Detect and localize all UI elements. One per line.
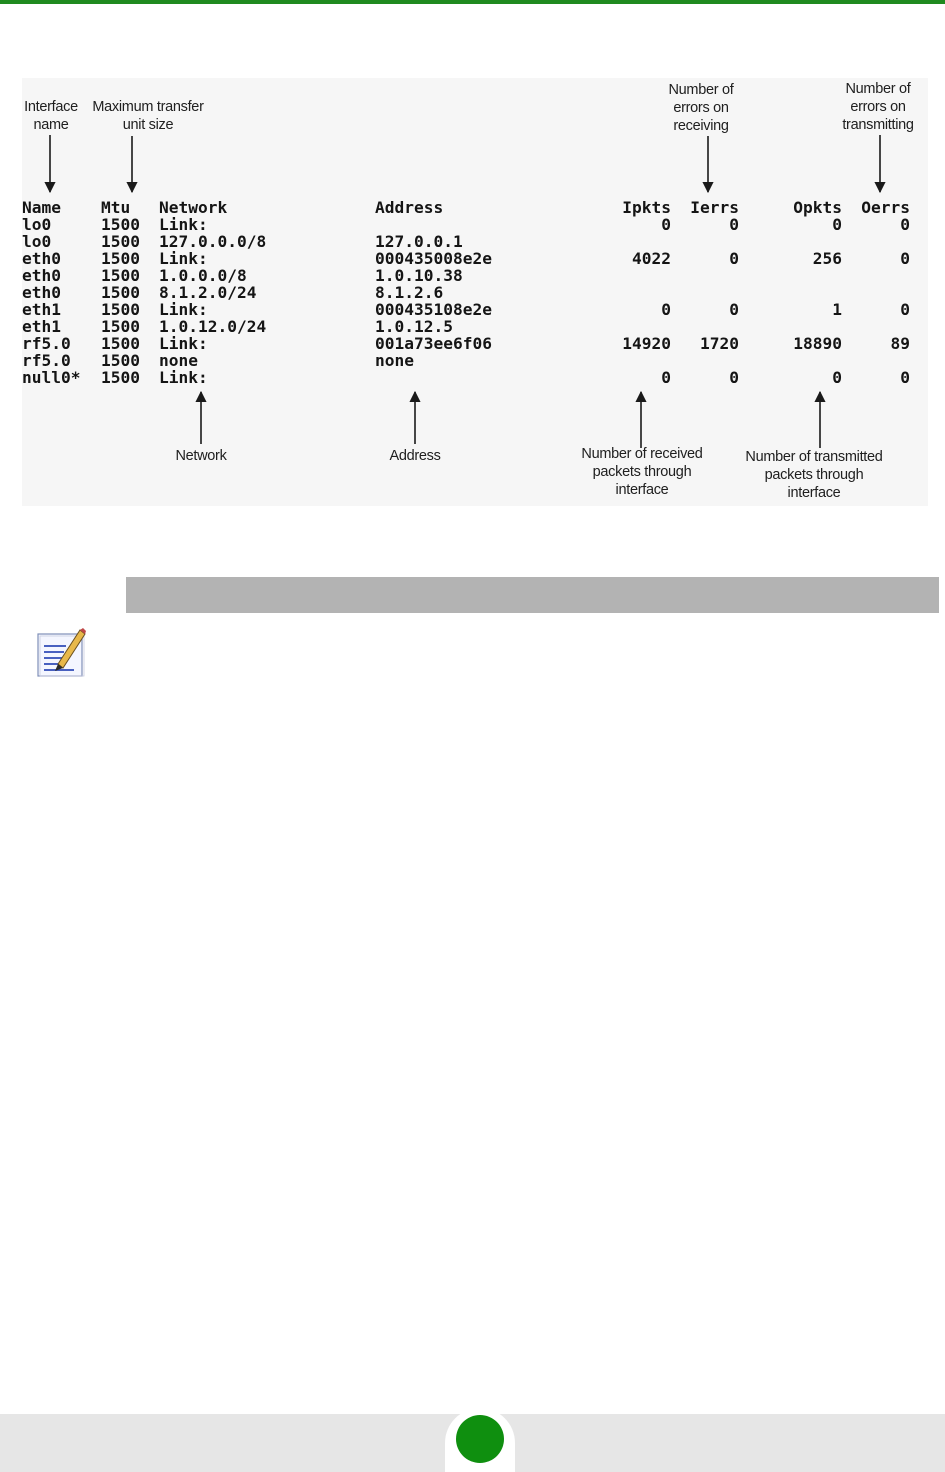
cell-oerrs: 0 [900,215,910,234]
section-header-bar [126,577,939,613]
cell-network: Link: [159,334,208,353]
cell-address: none [375,351,414,370]
callout-line: packets through [764,467,864,483]
callout-line: Network [175,448,227,464]
cell-name: eth0 [22,249,61,268]
cell-name: lo0 [22,215,52,234]
cell-mtu: 1500 [101,232,140,251]
cell-ierrs: 0 [729,300,739,319]
header-opkts: Opkts [793,198,842,217]
netstat-figure [22,78,928,506]
cell-ipkts: 14920 [622,334,671,353]
cell-oerrs: 89 [890,334,910,353]
callout-line: Number of transmitted [745,449,883,465]
callout-line: packets through [592,464,692,480]
callout-line: Number of [845,81,911,97]
cell-network: none [159,351,198,370]
note-pencil-icon [36,626,88,678]
cell-name: eth1 [22,317,61,336]
cell-mtu: 1500 [101,334,140,353]
cell-mtu: 1500 [101,300,140,319]
header-ierrs: Ierrs [690,198,739,217]
footer-green-dot [456,1415,504,1463]
callout-line: Interface [24,99,78,115]
cell-address: 000435108e2e [375,300,492,319]
cell-ipkts: 0 [661,300,671,319]
cell-network: 1.0.0.0/8 [159,266,247,285]
header-name: Name [22,198,61,217]
callout-line: interface [615,482,669,498]
header-mtu: Mtu [101,198,131,217]
cell-name: rf5.0 [22,351,71,370]
callout-line: Maximum transfer [92,99,204,115]
cell-opkts: 1 [832,300,842,319]
callout-line: unit size [122,117,174,133]
header-network: Network [159,198,228,217]
cell-network: 127.0.0.0/8 [159,232,267,251]
cell-network: Link: [159,300,208,319]
cell-network: 8.1.2.0/24 [159,283,257,302]
cell-name: rf5.0 [22,334,71,353]
cell-network: Link: [159,215,208,234]
cell-ierrs: 0 [729,215,739,234]
cell-mtu: 1500 [101,351,140,370]
top-rule [0,0,945,4]
cell-network: Link: [159,249,208,268]
cell-oerrs: 0 [900,368,910,387]
header-oerrs: Oerrs [861,198,910,217]
cell-mtu: 1500 [101,317,140,336]
header-address: Address [375,198,444,217]
cell-opkts: 18890 [793,334,842,353]
cell-address: 001a73ee6f06 [375,334,492,353]
callout-line: errors on [850,99,906,115]
callout-line: Address [389,448,441,464]
cell-ipkts: 0 [661,215,671,234]
callout-line: interface [787,485,841,501]
cell-mtu: 1500 [101,283,140,302]
cell-mtu: 1500 [101,266,140,285]
cell-network: 1.0.12.0/24 [159,317,267,336]
cell-name: null0* [22,368,81,387]
cell-mtu: 1500 [101,249,140,268]
callout-line: errors on [673,100,729,116]
callout-line: name [33,117,69,133]
cell-opkts: 0 [832,215,842,234]
cell-ipkts: 0 [661,368,671,387]
cell-name: eth0 [22,266,61,285]
callout-line: Number of received [581,446,703,462]
cell-name: eth0 [22,283,61,302]
cell-oerrs: 0 [900,249,910,268]
cell-address: 8.1.2.6 [375,283,444,302]
callout-arrows [22,78,928,506]
cell-network: Link: [159,368,208,387]
cell-name: lo0 [22,232,52,251]
cell-name: eth1 [22,300,61,319]
cell-opkts: 0 [832,368,842,387]
cell-mtu: 1500 [101,368,140,387]
cell-opkts: 256 [812,249,842,268]
cell-ierrs: 1720 [700,334,739,353]
cell-address: 1.0.12.5 [375,317,453,336]
cell-ipkts: 4022 [632,249,671,268]
callout-line: transmitting [842,117,914,133]
callout-line: receiving [673,118,729,134]
cell-ierrs: 0 [729,249,739,268]
callout-line: Number of [668,82,734,98]
cell-mtu: 1500 [101,215,140,234]
cell-address: 000435008e2e [375,249,492,268]
cell-oerrs: 0 [900,300,910,319]
cell-address: 127.0.0.1 [375,232,463,251]
cell-address: 1.0.10.38 [375,266,463,285]
cell-ierrs: 0 [729,368,739,387]
header-ipkts: Ipkts [622,198,671,217]
